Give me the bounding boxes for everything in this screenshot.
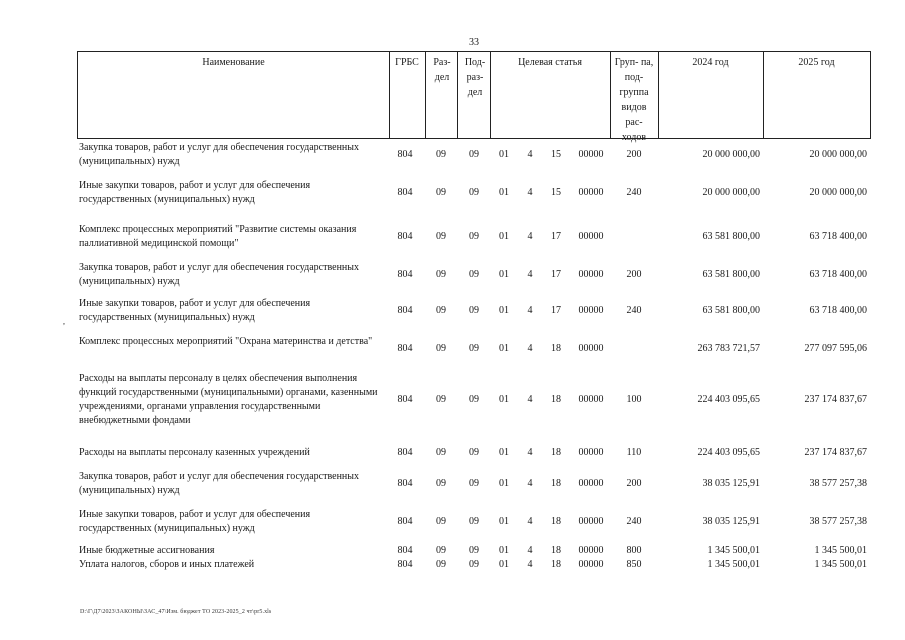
- cell-podrazdel: 09: [469, 516, 479, 527]
- cell-t4: 00000: [578, 187, 604, 198]
- cell-t3: 18: [551, 447, 561, 458]
- cell-y2024: 38 035 125,91: [702, 478, 760, 489]
- cell-t1: 01: [499, 343, 509, 354]
- cell-razdel: 09: [436, 305, 446, 316]
- cell-grbs: 804: [397, 269, 413, 280]
- cell-grbs: 804: [397, 559, 413, 570]
- cell-podrazdel: 09: [469, 478, 479, 489]
- cell-t1: 01: [499, 545, 509, 556]
- row-name: Уплата налогов, сборов и иных платежей: [79, 559, 255, 570]
- cell-t4: 00000: [578, 559, 604, 570]
- cell-grbs: 804: [397, 187, 413, 198]
- row-name: Иные закупки товаров, работ и услуг для обеспечения государственных (муниципальных) нужд: [79, 298, 311, 323]
- cell-razdel: 09: [436, 149, 446, 160]
- cell-t3: 18: [551, 478, 561, 489]
- row-name: Расходы на выплаты персоналу казенных учреждений: [79, 447, 310, 458]
- cell-grbs: 804: [397, 231, 413, 242]
- cell-t4: 00000: [578, 447, 604, 458]
- row-name: Комплекс процессных мероприятий "Развитие системы оказания паллиативной медицинской помощи": [79, 224, 357, 249]
- cell-razdel: 09: [436, 516, 446, 527]
- cell-podrazdel: 09: [469, 559, 479, 570]
- cell-t2: 4: [527, 559, 533, 570]
- footer-file-path: D:\Г\Д7\2023\ЗАКОНЫ\ЗАС_47\Изм. бюджет ТО 2023-2025_2 чт\pr5.xls: [80, 609, 272, 615]
- header-year-2024: 2024 год: [692, 57, 729, 68]
- cell-t4: 00000: [578, 269, 604, 280]
- cell-razdel: 09: [436, 187, 446, 198]
- cell-t1: 01: [499, 187, 509, 198]
- cell-razdel: 09: [436, 231, 446, 242]
- cell-t1: 01: [499, 269, 509, 280]
- header-name: Наименование: [202, 57, 265, 68]
- row-name: Закупка товаров, работ и услуг для обеспечения государственных (муниципальных) нужд: [79, 471, 360, 496]
- row-name: Комплекс процессных мероприятий "Охрана материнства и детства": [79, 336, 373, 347]
- column-divider: [457, 52, 458, 138]
- table-header: [77, 51, 871, 143]
- cell-grbs: 804: [397, 516, 413, 527]
- cell-t2: 4: [527, 447, 533, 458]
- cell-podrazdel: 09: [469, 187, 479, 198]
- cell-y2025: 1 345 500,01: [814, 545, 867, 556]
- cell-t1: 01: [499, 447, 509, 458]
- cell-t2: 4: [527, 231, 533, 242]
- cell-vid: 850: [626, 559, 642, 570]
- cell-vid: 800: [626, 545, 642, 556]
- cell-t3: 15: [551, 149, 561, 160]
- row-name: Иные закупки товаров, работ и услуг для обеспечения государственных (муниципальных) нужд: [79, 509, 311, 534]
- cell-vid: 200: [626, 269, 642, 280]
- cell-vid: 200: [626, 149, 642, 160]
- row-name: Иные бюджетные ассигнования: [79, 545, 215, 556]
- cell-t4: 00000: [578, 305, 604, 316]
- cell-t2: 4: [527, 187, 533, 198]
- cell-y2025: 20 000 000,00: [809, 149, 867, 160]
- cell-t2: 4: [527, 149, 533, 160]
- cell-razdel: 09: [436, 343, 446, 354]
- cell-grbs: 804: [397, 478, 413, 489]
- cell-vid: 240: [626, 516, 642, 527]
- header-year-2025: 2025 год: [798, 57, 835, 68]
- cell-y2025: 237 174 837,67: [804, 394, 867, 405]
- header-grbs: ГРБС: [395, 57, 419, 68]
- cell-vid: 110: [626, 447, 642, 458]
- cell-y2025: 20 000 000,00: [809, 187, 867, 198]
- cell-grbs: 804: [397, 394, 413, 405]
- cell-t4: 00000: [578, 231, 604, 242]
- cell-podrazdel: 09: [469, 394, 479, 405]
- cell-t2: 4: [527, 343, 533, 354]
- cell-vid: 100: [626, 394, 642, 405]
- cell-razdel: 09: [436, 394, 446, 405]
- cell-t3: 18: [551, 343, 561, 354]
- cell-t2: 4: [527, 545, 533, 556]
- cell-grbs: 804: [397, 343, 413, 354]
- cell-t1: 01: [499, 231, 509, 242]
- scan-mark: ,: [63, 317, 65, 326]
- cell-t3: 17: [551, 231, 561, 242]
- cell-y2024: 224 403 095,65: [697, 394, 760, 405]
- cell-grbs: 804: [397, 447, 413, 458]
- cell-y2025: 38 577 257,38: [809, 478, 867, 489]
- cell-y2024: 38 035 125,91: [702, 516, 760, 527]
- cell-podrazdel: 09: [469, 149, 479, 160]
- cell-razdel: 09: [436, 545, 446, 556]
- cell-grbs: 804: [397, 545, 413, 556]
- cell-t4: 00000: [578, 394, 604, 405]
- row-name: Закупка товаров, работ и услуг для обеспечения государственных (муниципальных) нужд: [79, 142, 360, 167]
- cell-y2024: 63 581 800,00: [702, 305, 760, 316]
- cell-t1: 01: [499, 516, 509, 527]
- cell-t3: 18: [551, 545, 561, 556]
- cell-t1: 01: [499, 149, 509, 160]
- cell-t3: 18: [551, 559, 561, 570]
- cell-razdel: 09: [436, 269, 446, 280]
- cell-podrazdel: 09: [469, 305, 479, 316]
- cell-t1: 01: [499, 478, 509, 489]
- header-podrazdel: Под- раз- дел: [464, 57, 486, 98]
- cell-y2024: 63 581 800,00: [702, 231, 760, 242]
- cell-y2025: 277 097 595,06: [804, 343, 867, 354]
- cell-vid: 240: [626, 187, 642, 198]
- cell-t1: 01: [499, 559, 509, 570]
- column-divider: [425, 52, 426, 138]
- cell-y2024: 20 000 000,00: [702, 187, 760, 198]
- cell-t4: 00000: [578, 478, 604, 489]
- cell-t2: 4: [527, 305, 533, 316]
- cell-y2025: 63 718 400,00: [809, 269, 867, 280]
- cell-y2024: 1 345 500,01: [707, 559, 760, 570]
- cell-y2024: 263 783 721,57: [697, 343, 760, 354]
- cell-t4: 00000: [578, 545, 604, 556]
- cell-y2024: 20 000 000,00: [702, 149, 760, 160]
- cell-y2024: 224 403 095,65: [697, 447, 760, 458]
- header-razdel: Раз- дел: [433, 57, 451, 83]
- column-divider: [610, 52, 611, 138]
- cell-t2: 4: [527, 269, 533, 280]
- cell-vid: 240: [626, 305, 642, 316]
- cell-vid: 200: [626, 478, 642, 489]
- cell-podrazdel: 09: [469, 545, 479, 556]
- page-number: 33: [469, 37, 479, 48]
- cell-t2: 4: [527, 516, 533, 527]
- cell-t1: 01: [499, 394, 509, 405]
- row-name: Закупка товаров, работ и услуг для обеспечения государственных (муниципальных) нужд: [79, 262, 360, 287]
- cell-podrazdel: 09: [469, 447, 479, 458]
- cell-y2025: 237 174 837,67: [804, 447, 867, 458]
- cell-podrazdel: 09: [469, 269, 479, 280]
- cell-podrazdel: 09: [469, 343, 479, 354]
- cell-y2024: 1 345 500,01: [707, 545, 760, 556]
- cell-y2024: 63 581 800,00: [702, 269, 760, 280]
- cell-y2025: 1 345 500,01: [814, 559, 867, 570]
- cell-razdel: 09: [436, 559, 446, 570]
- cell-t4: 00000: [578, 149, 604, 160]
- cell-t2: 4: [527, 478, 533, 489]
- cell-y2025: 63 718 400,00: [809, 231, 867, 242]
- row-name: Иные закупки товаров, работ и услуг для обеспечения государственных (муниципальных) нужд: [79, 180, 311, 205]
- cell-grbs: 804: [397, 149, 413, 160]
- cell-t2: 4: [527, 394, 533, 405]
- header-target-article: Целевая статья: [518, 57, 582, 68]
- header-expense-type: Груп- па, под- группа видов рас- ходов: [614, 57, 654, 143]
- cell-t3: 18: [551, 516, 561, 527]
- cell-grbs: 804: [397, 305, 413, 316]
- cell-t1: 01: [499, 305, 509, 316]
- cell-t3: 17: [551, 269, 561, 280]
- cell-t3: 17: [551, 305, 561, 316]
- cell-t3: 18: [551, 394, 561, 405]
- row-name: Расходы на выплаты персоналу в целях обеспечения выполнения функций государственными (муниципальными) органами, казенными учреждениями, органами управления государственными внебюджетными фондами: [79, 373, 378, 426]
- cell-y2025: 63 718 400,00: [809, 305, 867, 316]
- cell-t4: 00000: [578, 516, 604, 527]
- cell-podrazdel: 09: [469, 231, 479, 242]
- cell-razdel: 09: [436, 447, 446, 458]
- cell-razdel: 09: [436, 478, 446, 489]
- cell-t4: 00000: [578, 343, 604, 354]
- cell-t3: 15: [551, 187, 561, 198]
- cell-y2025: 38 577 257,38: [809, 516, 867, 527]
